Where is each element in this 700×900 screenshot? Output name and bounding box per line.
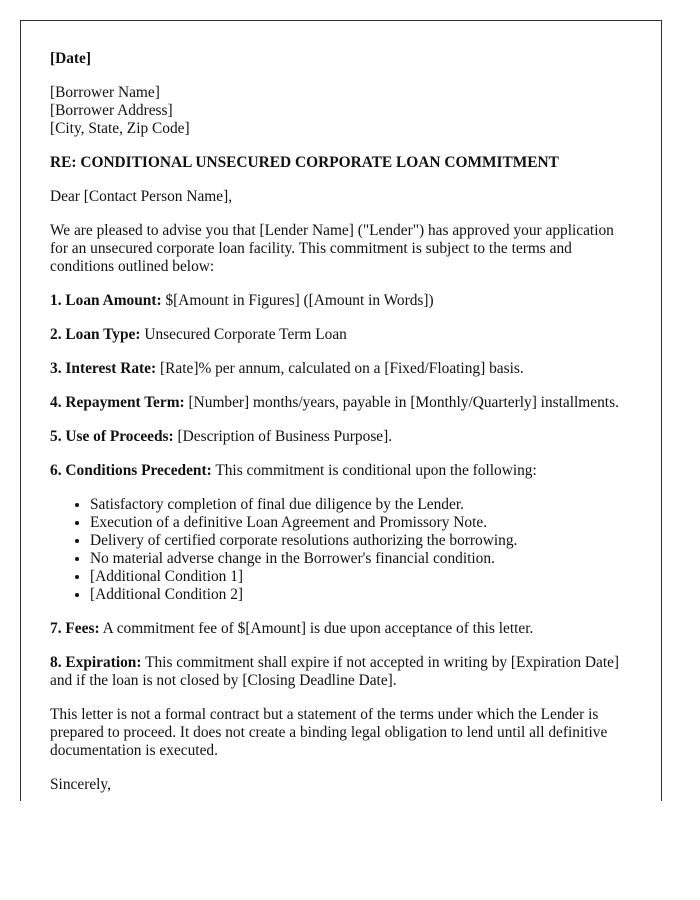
- term-text: [Description of Business Purpose].: [173, 428, 393, 445]
- term-label: 7. Fees:: [50, 620, 100, 637]
- document-viewport: [20, 20, 662, 801]
- term-label: 3. Interest Rate:: [50, 360, 157, 377]
- term-text: $[Amount in Figures] ([Amount in Words]): [161, 292, 434, 309]
- term-label: 5. Use of Proceeds:: [50, 428, 174, 445]
- closing: Sincerely,: [50, 776, 111, 793]
- term-loan-type: [50, 326, 631, 344]
- term-repayment: [50, 394, 631, 412]
- term-text: [Number] months/years, payable in [Monthly/Quarterly] installments.: [184, 394, 619, 411]
- term-text: Unsecured Corporate Term Loan: [140, 326, 347, 343]
- term-text: This commitment shall expire if not accepted in writing by [Expiration Date] and if the loan is not closed by [Closing Deadline Date].: [50, 654, 620, 689]
- term-label: 6. Conditions Precedent:: [50, 462, 212, 479]
- borrower-city-state-zip: [City, State, Zip Code]: [50, 120, 190, 137]
- letter-page: [20, 20, 662, 801]
- term-conditions-precedent: [50, 462, 631, 480]
- term-expiration: [50, 654, 631, 690]
- term-label: 4. Repayment Term:: [50, 394, 185, 411]
- term-text: [Rate]% per annum, calculated on a [Fixed/Floating] basis.: [156, 360, 524, 377]
- term-label: 1. Loan Amount:: [50, 292, 162, 309]
- term-text: A commitment fee of $[Amount] is due upon acceptance of this letter.: [99, 620, 534, 637]
- term-use-of-proceeds: [50, 428, 631, 446]
- condition-item: • [Additional Condition 1]: [90, 568, 631, 586]
- borrower-address: [Borrower Address]: [50, 102, 173, 119]
- term-label: 8. Expiration:: [50, 654, 142, 671]
- condition-item: • Execution of a definitive Loan Agreement and Promissory Note.: [90, 514, 631, 532]
- condition-item: • Satisfactory completion of final due diligence by the Lender.: [90, 496, 631, 514]
- term-fees: [50, 620, 631, 638]
- condition-item: • [Additional Condition 2]: [90, 586, 631, 604]
- term-label: 2. Loan Type:: [50, 326, 141, 343]
- letter-date: [Date]: [50, 50, 92, 67]
- conditions-list: [50, 496, 631, 604]
- letter-subject: RE: CONDITIONAL UNSECURED CORPORATE LOAN COMMITMENT: [50, 154, 559, 171]
- term-loan-amount: [50, 292, 631, 310]
- recipient-address-block: [50, 84, 631, 138]
- intro-paragraph: We are pleased to advise you that [Lender Name] ("Lender") has approved your application for an unsecured corporate loan facility. This commitment is subject to the terms and conditions outlined below:: [50, 222, 614, 275]
- term-text: This commitment is conditional upon the following:: [211, 462, 537, 479]
- term-interest-rate: [50, 360, 631, 378]
- condition-item: • Delivery of certified corporate resolutions authorizing the borrowing.: [90, 532, 631, 550]
- disclaimer-paragraph: This letter is not a formal contract but a statement of the terms under which the Lender is prepared to proceed. It does not create a binding legal obligation to lend until all definitive documentation is executed.: [50, 706, 608, 759]
- salutation: Dear [Contact Person Name],: [50, 188, 233, 205]
- borrower-name: [Borrower Name]: [50, 84, 160, 101]
- condition-item: • No material adverse change in the Borrower's financial condition.: [90, 550, 631, 568]
